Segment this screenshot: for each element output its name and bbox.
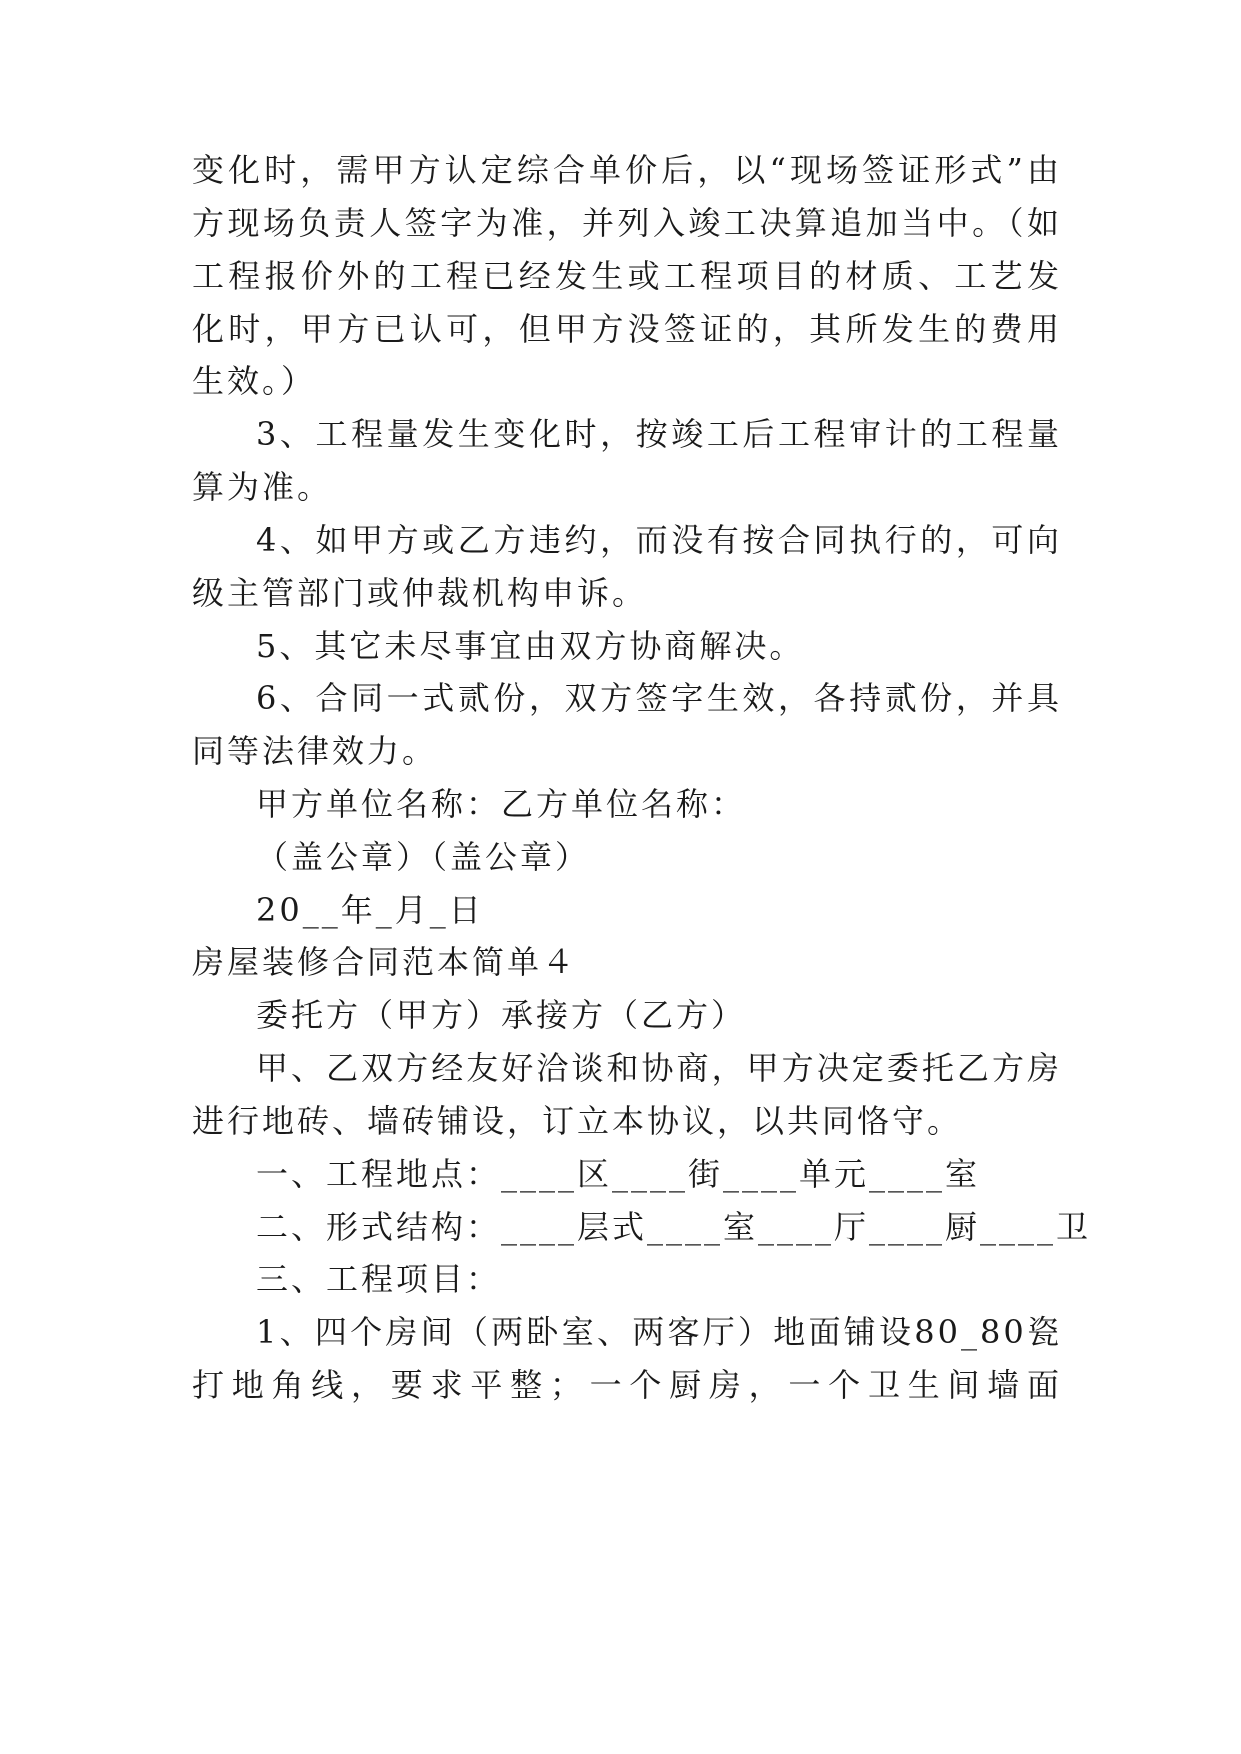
body-text-line: 级主管部门或仲裁机构申诉。: [192, 574, 648, 612]
body-text-line: 打地角线，要求平整；一个厨房，一个卫生间墙面: [192, 1366, 1062, 1404]
project-location: 一、工程地点：____区____街____单元____室: [256, 1155, 981, 1193]
project-items-heading: 三、工程项目：: [256, 1260, 502, 1298]
body-text-line: 生效。）: [192, 362, 317, 400]
body-text-line: 算为准。: [192, 468, 333, 506]
body-text-line: 同等法律效力。: [192, 732, 438, 770]
date-line: 20__年_月_日: [256, 891, 484, 929]
clause-4: 4、如甲方或乙方违约，而没有按合同执行的，可向: [256, 521, 1062, 559]
seal-line: （盖公章）（盖公章）: [256, 838, 591, 876]
project-item-1: 1、四个房间（两卧室、两客厅）地面铺设80_80瓷: [256, 1313, 1062, 1351]
clause-3: 3、工程量发生变化时，按竣工后工程审计的工程量: [256, 415, 1062, 453]
parties-line: 委托方（甲方）承接方（乙方）: [256, 996, 747, 1034]
party-names: 甲方单位名称：乙方单位名称：: [256, 785, 747, 823]
body-text-line: 变化时，需甲方认定综合单价后，以“现场签证形式”由: [192, 151, 1062, 189]
structure-form: 二、形式结构：____层式____室____厅____厨____卫: [256, 1208, 1092, 1246]
body-text-line: 甲、乙双方经友好洽谈和协商，甲方决定委托乙方房: [256, 1049, 1062, 1087]
body-text-line: 方现场负责人签字为准，并列入竣工决算追加当中。（如: [192, 204, 1062, 242]
clause-6: 6、合同一式贰份，双方签字生效，各持贰份，并具: [256, 679, 1062, 717]
clause-5: 5、其它未尽事宜由双方协商解决。: [256, 627, 805, 665]
section-title: 房屋装修合同范本简单４: [192, 943, 578, 981]
body-text-line: 化时，甲方已认可，但甲方没签证的，其所发生的费用: [192, 310, 1062, 348]
body-text-line: 工程报价外的工程已经发生或工程项目的材质、工艺发: [192, 257, 1062, 295]
body-text-line: 进行地砖、墙砖铺设，订立本协议，以共同恪守。: [192, 1102, 963, 1140]
